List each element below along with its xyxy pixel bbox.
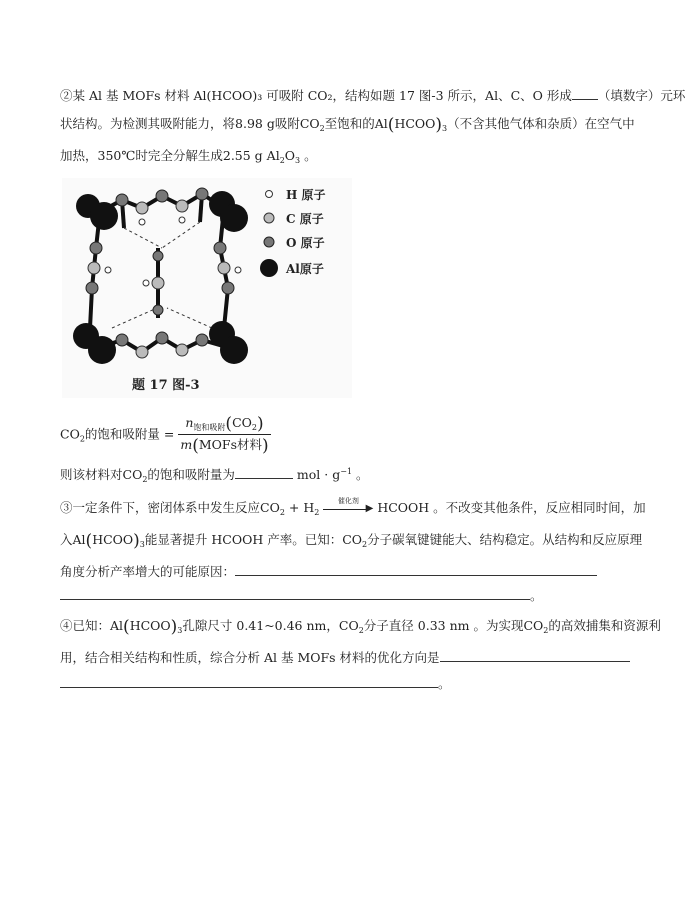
legend-c: C 原子 xyxy=(286,212,324,226)
adsorption-formula: $CO_2$的饱和吸附量 = $\frac{n_{饱和吸附}(CO_2)}{\text{m(MOFs材料)}}$ xyxy=(60,414,269,456)
q4-direction-blank-2[interactable] xyxy=(60,675,438,688)
q4-line-3: 。 xyxy=(60,674,451,692)
q4-line-2: 用，结合相关结构和性质，综合分析 Al 基 MOFs 材料的优化方向是 xyxy=(60,648,630,666)
legend-h: H 原子 xyxy=(286,188,326,202)
mof-structure-diagram xyxy=(62,178,272,368)
catalyst-arrow: 催化剂 ▶ xyxy=(323,503,373,515)
legend-markers xyxy=(262,186,276,276)
q3-line-1: ③一定条件下，密闭体系中发生反应$CO_2 + H_2$ 催化剂 ▶ HCOOH 。不改变其他条件，反应相同时间，加 xyxy=(60,496,646,517)
mof-structure-figure xyxy=(62,178,352,398)
q3-line-2: 入$Al(HCOO)_3$能显著提升 HCOOH 产率。已知：$CO_2$分子碳氧键键能大、结构稳定。从结构和反应原理 xyxy=(60,531,643,551)
q2-line-2: 状结构。为检测其吸附能力，将8.98 g吸附$CO_2$至饱和的$Al(HCOO)_3$（不含其他气体和杂质）在空气中 xyxy=(60,115,635,135)
figure-caption: 题 17 图-3 xyxy=(132,378,200,393)
q3-line-4: 。 xyxy=(60,586,543,604)
capacity-answer-line: 则该材料对$CO_2$的饱和吸附量为 mol · $g^{-1}$ 。 xyxy=(60,466,369,484)
q3-line-3: 角度分析产率增大的可能原因： xyxy=(60,562,597,580)
legend-al: Al原子 xyxy=(286,262,324,276)
legend-o: O 原子 xyxy=(286,236,325,250)
q2-line-1: ②某 Al 基 MOFs 材料 Al(HCOO)₃ 可吸附 CO₂，结构如题 17 图-3 所示，Al、C、O 形成 （填数字）元环 xyxy=(60,88,685,103)
q4-direction-blank-1[interactable] xyxy=(440,649,630,662)
q3-reason-blank-2[interactable] xyxy=(60,587,530,600)
q2-ring-blank[interactable] xyxy=(572,87,598,100)
capacity-blank[interactable] xyxy=(235,466,293,479)
q2-line-3: 加热，350℃时完全分解生成2.55 g $Al_2O_3$ 。 xyxy=(60,148,317,165)
q3-reason-blank-1[interactable] xyxy=(235,563,597,576)
formula-fraction: $\frac{n_{饱和吸附}(CO_2)}{\text{m(MOFs材料)}}$ xyxy=(180,414,269,456)
q4-line-1: ④已知：$Al(HCOO)_3$孔隙尺寸 0.41~0.46 nm，$CO_2$分子直径 0.33 nm 。为实现$CO_2$的高效捕集和资源利 xyxy=(60,617,661,637)
